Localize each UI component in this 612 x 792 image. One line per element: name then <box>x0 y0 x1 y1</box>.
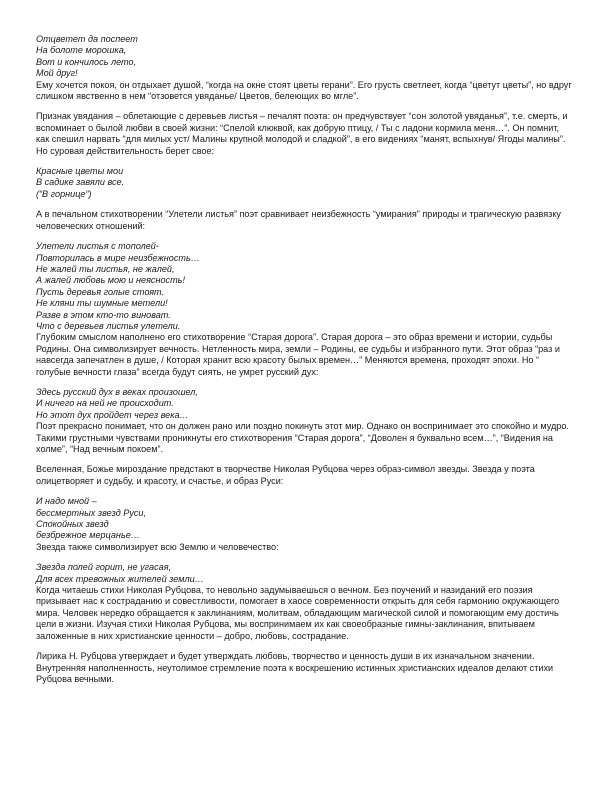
verse-line: И ничего на ней не происходит. <box>36 398 174 409</box>
verse-quote <box>36 387 572 421</box>
verse-line: Для всех тревожных жителей земли… <box>36 573 204 584</box>
verse-quote <box>36 562 572 585</box>
verse-line: Спокойных звезд <box>36 519 109 530</box>
paragraph: Когда читаешь стихи Николая Рубцова, то невольно задумываешься о вечном. Без поучений и назиданий его поэзия призывает нас к состраданию и совестливости, помогает в хаосе современности открыть для себя гармонию окружающего мира. Человек нередко обращается к заклинаниям, молитвам, обладающим магической силой и помогающим ему достичь цели в жизни. Изучая стихи Николая Рубцова, мы воспринимаем их как своеобразные гимны-заклинания, впитываем заложенные в них христианские ценности – добро, любовь, сострадание. <box>36 585 560 641</box>
verse-line: Повторилась в мире неизбежность… <box>36 252 200 263</box>
paragraph: Ему хочется покоя, он отдыхает душой, “когда на окне стоят цветы герани”. Его грусть светлеет, когда “цветут цветы”, но вдруг слишком явственно в нем “отзовется увяданье/ Цветов, белеющих во мгле”. <box>36 79 572 102</box>
verse-line: Что с деревьев листья улетели. <box>36 320 181 331</box>
verse-line: Вот и кончилось лето, <box>36 56 137 67</box>
document-body <box>36 34 572 685</box>
verse-line: Не жалей ты листья, не жалей, <box>36 263 175 274</box>
paragraph: А в печальном стихотворении “Улетели листья” поэт сравнивает неизбежность “умирания” природы и трагическую развязку человеческих отношений: <box>36 209 561 231</box>
verse-line: Улетели листья с тополей- <box>36 241 159 252</box>
paragraph: Глубоким смыслом наполнено его стихотворение “Старая дорога”. Старая дорога – это образ времени и истории, судьбы Родины. Она символизирует вечность. Нетленность мира, земли – Родины, ее судьбы и избранного пути. Этот образ “раз и навсегда запечатлен в душе, / Которая хранит всю красоту былых времен…” Меняются времена, проходят эпохи. Но “ голубые вечности глаза” всегда будут сиять, не умрет русский дух: <box>36 332 560 377</box>
verse-line: Но этот дух пройдет через века… <box>36 409 189 420</box>
paragraph: Лирика Н. Рубцова утверждает и будет утверждать любовь, творчество и ценность души в их изначальном значении. Внутренняя наполненность, неутолимое стремление поэта к воскрешению истинных христианских идеалов делают стихи Рубцова вечными. <box>36 651 554 684</box>
verse-line: Звезда полей горит, не угасая, <box>36 562 172 573</box>
verse-line: безбрежное мерцанье… <box>36 530 140 541</box>
verse-line: Здесь русский дух в веках произошел, <box>36 386 198 397</box>
verse-line: бессмертных звезд Руси, <box>36 507 147 518</box>
paragraph: Вселенная, Божье мироздание предстают в творчестве Николая Рубцова через образ-символ звезды. Звезда у поэта олицетворяет и судьбу, и красоту, и счастье, и образ Руси: <box>36 464 535 486</box>
verse-line: И надо мной – <box>36 496 97 507</box>
verse-line: В садике завяли все. <box>36 177 125 188</box>
verse-quote <box>36 241 572 332</box>
verse-quote <box>36 34 572 80</box>
verse-quote <box>36 166 572 200</box>
verse-line: Отцветет да поспеет <box>36 34 138 44</box>
verse-line: А жалей любовь мою и неясность! <box>36 275 185 286</box>
verse-quote <box>36 496 572 542</box>
paragraph: Признак увядания – облетающие с деревьев листья – печалят поэта: он предчувствует “сон золотой увяданья”, т.е. смерть, и вспоминает о былой любви в своей жизни: “Спелой клюквой, как добрую птицу, / Ты с ладони кормила меня…”. Он помнит, как спешил нарвать “для милых уст/ Малины крупной молодой и сладкой”, в его видениях “манят, вспыхнув/ Ягоды малины”. Но суровая действительность берет свое: <box>36 111 568 156</box>
verse-line: Не кляни ты шумные метели! <box>36 298 168 309</box>
verse-line: Красные цветы мои <box>36 166 124 177</box>
paragraph: Поэт прекрасно понимает, что он должен рано или поздно покинуть этот мир. Однако он воспринимает это спокойно и мудро. Такими грустными чувствами проникнуты его стихотворения “Старая дорога”, “Доволен я буквально всем…”, “Видения на холме”, “Над вечным покоем”. <box>36 421 569 454</box>
verse-line: Мой друг! <box>36 68 78 79</box>
paragraph: Звезда также символизирует всю Землю и человечество: <box>36 541 279 552</box>
verse-line: (“В горнице”) <box>36 188 92 199</box>
verse-line: Пусть деревья голые стоят. <box>36 286 165 297</box>
verse-line: Разве в этом кто-то виноват. <box>36 309 171 320</box>
verse-line: На болоте морошка, <box>36 45 127 56</box>
